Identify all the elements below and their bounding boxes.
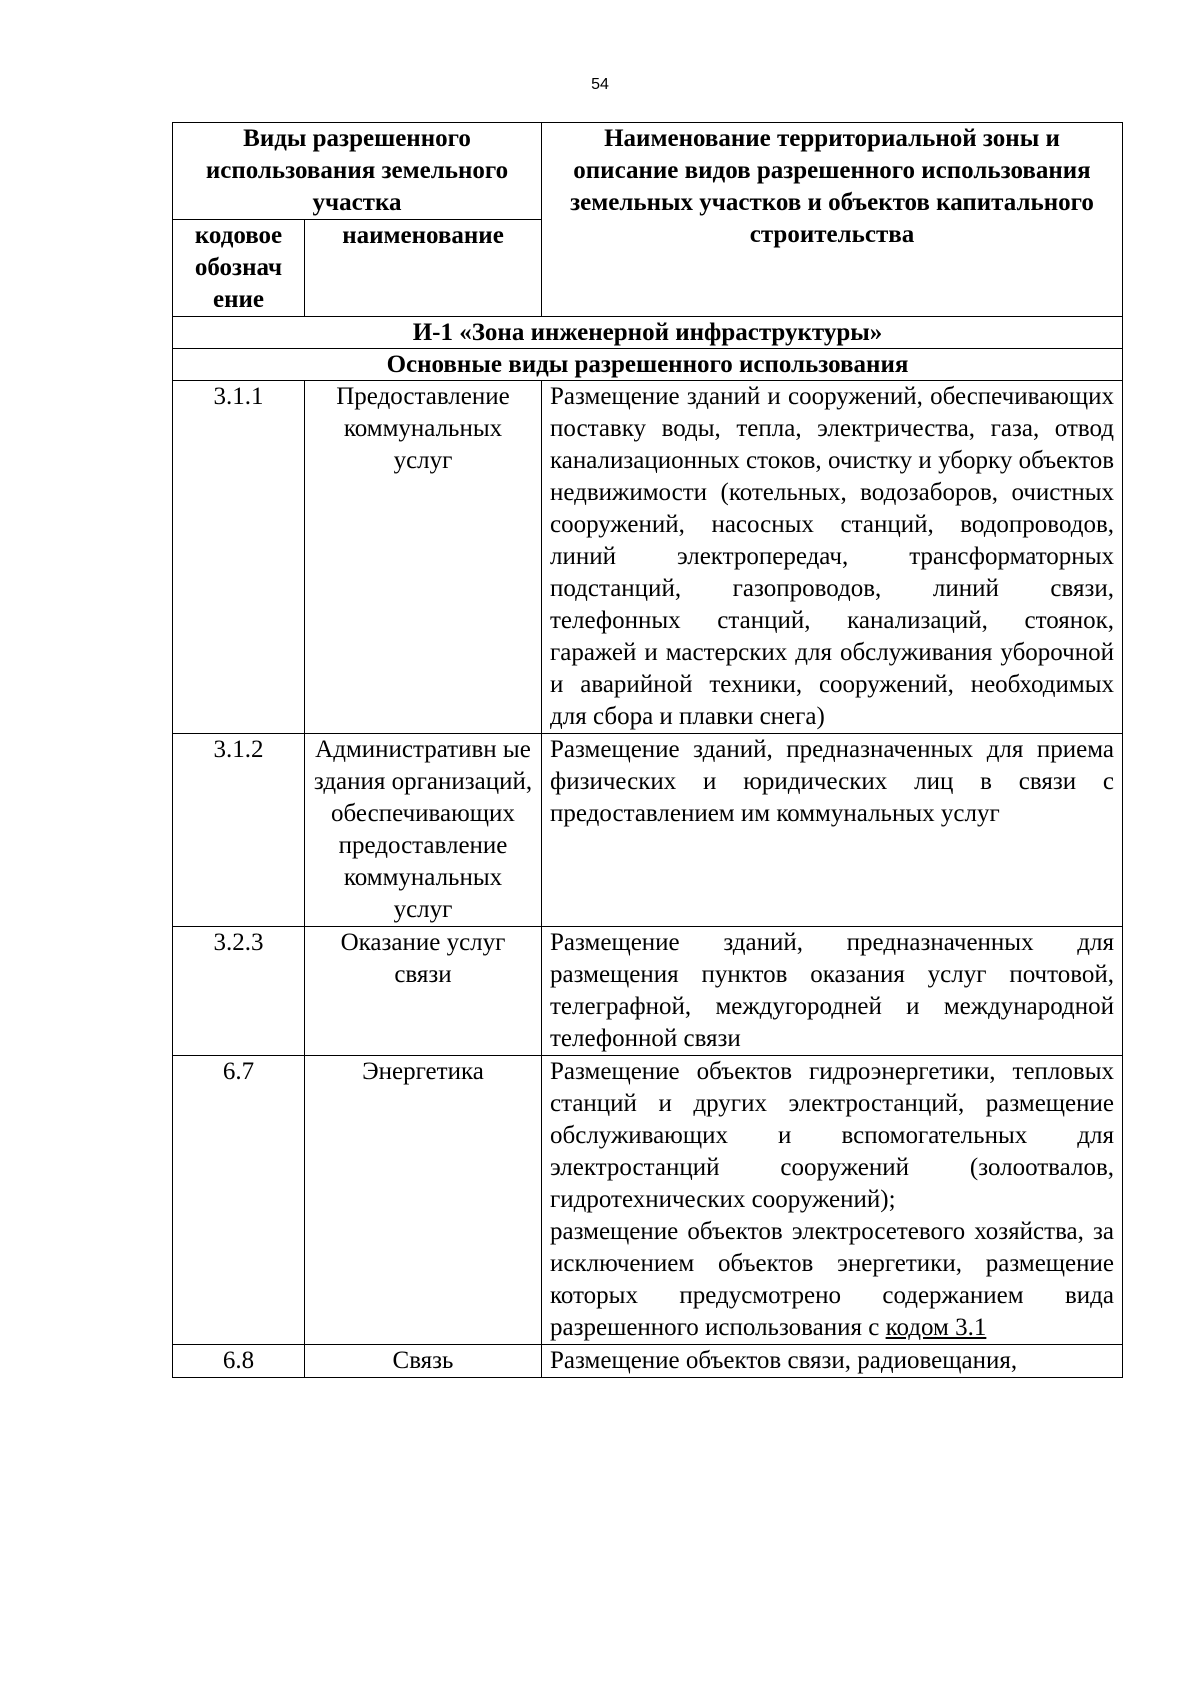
row-name: Оказание услуг связи (305, 927, 542, 1056)
row-code: 3.1.1 (173, 381, 305, 734)
row-description: Размещение зданий и сооружений, обеспечивающих поставку воды, тепла, электричества, газа, отвод канализационных стоков, очистку и уборку объектов недвижимости (котельных, водозаборов, очистных сооружений, насосных станций, водопроводов, линий электропередач, трансформаторных подстанций, газопроводов, линий связи, телефонных станций, канализаций, стоянок, гаражей и мастерских для обслуживания уборочной и аварийной техники, сооружений, необходимых для сбора и плавки снега) (542, 381, 1123, 734)
row-name: Связь (305, 1345, 542, 1378)
zone-description-header: Наименование территориальной зоны и описание видов разрешенного использования земельных участков и объектов капитального строительства (542, 123, 1123, 317)
zone-title: И-1 «Зона инженерной инфраструктуры» (173, 317, 1123, 349)
row-code: 3.1.2 (173, 734, 305, 927)
row-name: Предоставление коммунальных услуг (305, 381, 542, 734)
row-description (542, 1056, 1123, 1345)
name-column-header: наименование (305, 220, 542, 317)
table-header-row (173, 123, 1123, 220)
row-description: Размещение зданий, предназначенных для приема физических и юридических лиц в связи с предоставлением им коммунальных услуг (542, 734, 1123, 927)
row-code: 3.2.3 (173, 927, 305, 1056)
row-description-text: размещение объектов электросетевого хозяйства, за исключением объектов энергетики, размещение которых предусмотрено содержанием вида разрешенного использования с (550, 1218, 1114, 1341)
row-description-part: Размещение объектов гидроэнергетики, тепловых станций и других электростанций, размещение обслуживающих и вспомогательных для электростанций сооружений (золоотвалов, гидротехнических сооружений); (550, 1058, 1114, 1213)
code-column-header: кодовое обознач ение (173, 220, 305, 317)
land-use-types-header: Виды разрешенного использования земельного участка (173, 123, 542, 220)
section-title: Основные виды разрешенного использования (173, 349, 1123, 381)
table-row (173, 1056, 1123, 1345)
row-description: Размещение зданий, предназначенных для размещения пунктов оказания услуг почтовой, телеграфной, междугородней и международной телефонной связи (542, 927, 1123, 1056)
row-description-part (550, 1216, 1114, 1344)
row-name: Энергетика (305, 1056, 542, 1345)
table-row (173, 734, 1123, 927)
section-title-row (173, 349, 1123, 381)
row-code: 6.7 (173, 1056, 305, 1345)
code-reference-link: кодом 3.1 (885, 1314, 987, 1341)
row-name: Административн ые здания организаций, обеспечивающих предоставление коммунальных услуг (305, 734, 542, 927)
row-description: Размещение объектов связи, радиовещания, (542, 1345, 1123, 1378)
page-number: 54 (591, 76, 609, 93)
table-row (173, 381, 1123, 734)
table-row (173, 927, 1123, 1056)
zone-title-row (173, 317, 1123, 349)
row-code: 6.8 (173, 1345, 305, 1378)
land-use-table (172, 122, 1123, 1378)
table-row (173, 1345, 1123, 1378)
